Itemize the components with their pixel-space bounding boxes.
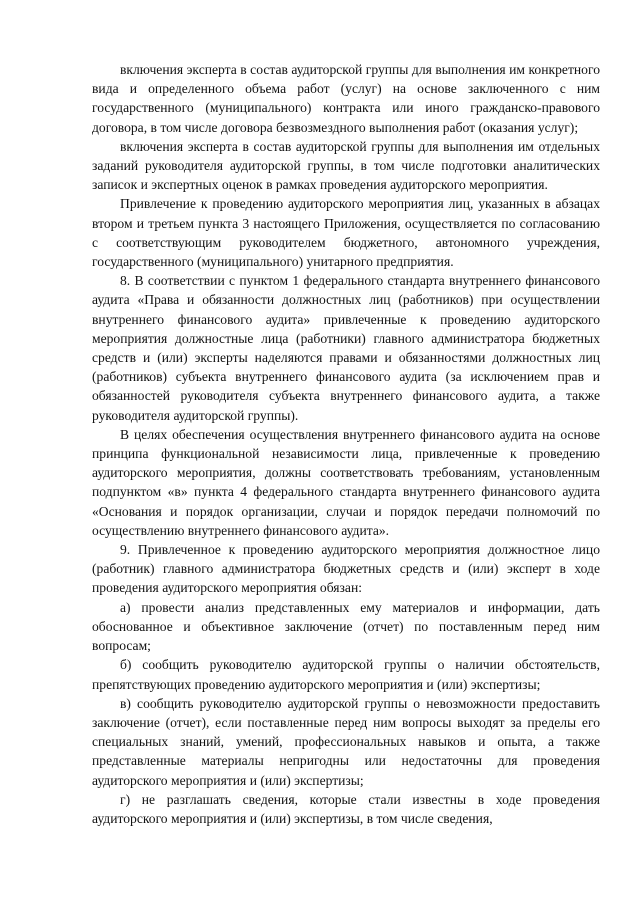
paragraph-item-9v: в) сообщить руководителю аудиторской группы о невозможности предоставить заключение (отчет), если поставленные перед ним вопросы выходят за пределы его специальных знаний, умений, профессиональных навыков и опыта, а также представленные материалы непригодны или недостаточны для проведения аудиторского мероприятия и (или) экспертизы; [92,695,600,788]
paragraph-independence: В целях обеспечения осуществления внутреннего финансового аудита на основе принципа функциональной независимости лица, привлеченные к проведению аудиторского мероприятия, должны соответствовать требованиям, установленным подпунктом «в» пункта 4 федерального стандарта внутреннего финансового аудита «Основания и порядок организации, случаи и порядок передачи полномочий по осуществлению внутреннего финансового аудита». [92,426,600,538]
paragraph-item-9a: а) провести анализ представленных ему материалов и информации, дать обоснованное и объективное заключение (отчет) по поставленным перед ним вопросам; [92,599,600,654]
paragraph-expert-contract: включения эксперта в состав аудиторской группы для выполнения им конкретного вида и определенного объема работ (услуг) на основе заключенного с ним государственного (муниципального) контракта или иного гражданско-правового договора, в том числе договора безвозмездного выполнения работ (оказания услуг); [92,62,600,135]
paragraph-item-9: 9. Привлеченное к проведению аудиторского мероприятия должностное лицо (работник) главного администратора бюджетных средств и (или) эксперт в ходе проведения аудиторского мероприятия обязан: [92,542,600,596]
paragraph-involvement-agreement: Привлечение к проведению аудиторского мероприятия лиц, указанных в абзацах втором и третьем пункта 3 настоящего Приложения, осуществляется по согласованию с соответствующим руководителем бюджетного, автономного учреждения, государственного (муниципального) унитарного предприятия. [92,196,600,270]
paragraph-expert-tasks: включения эксперта в состав аудиторской группы для выполнения им отдельных заданий руководителя аудиторской группы, в том числе подготовки аналитических записок и экспертных оценок в рамках проведения аудиторского мероприятия. [92,138,600,193]
paragraph-item-9g: г) не разглашать сведения, которые стали известны в ходе проведения аудиторского мероприятия и (или) экспертизы, в том числе сведения, [92,791,600,826]
paragraph-item-8: 8. В соответствии с пунктом 1 федерального стандарта внутреннего финансового аудита «Права и обязанности должностных лиц (работников) при осуществлении внутреннего финансового аудита» привлеченные к проведению аудиторского мероприятия должностные лица (работники) главного администратора бюджетных средств и (или) эксперты наделяются правами и обязанностями должностных лиц (работников) субъекта внутреннего финансового аудита (за исключением прав и обязанностей руководителя субъекта внутреннего финансового аудита, а также руководителя аудиторской группы). [92,273,600,423]
paragraph-item-9b: б) сообщить руководителю аудиторской группы о наличии обстоятельств, препятствующих проведению аудиторского мероприятия и (или) экспертизы; [92,657,600,692]
document-page [92,60,600,828]
